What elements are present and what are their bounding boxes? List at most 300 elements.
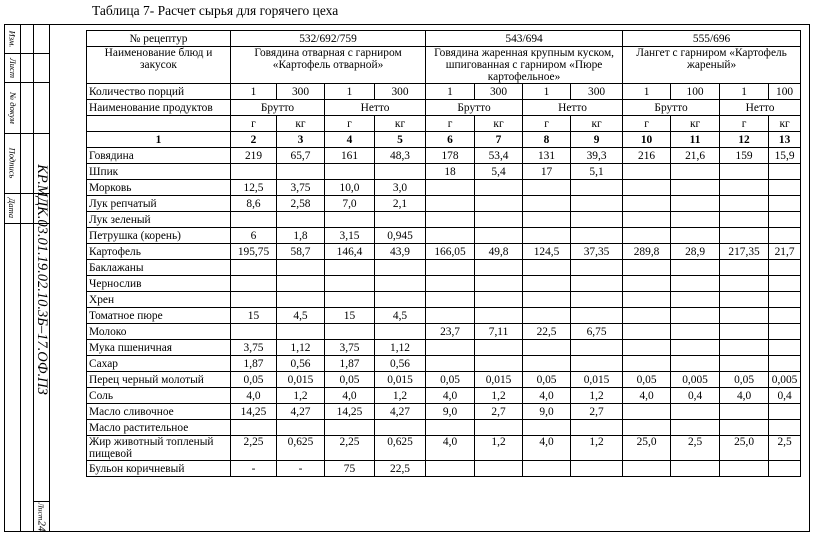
stamp-label-date: Дата [7, 197, 18, 219]
value-cell [571, 212, 623, 228]
value-cell: 18 [426, 164, 475, 180]
value-cell: 21,6 [671, 148, 720, 164]
value-cell [277, 212, 325, 228]
value-cell: 0,05 [231, 372, 277, 388]
value-cell [325, 324, 375, 340]
value-cell: - [231, 461, 277, 477]
recipe-number: 543/694 [426, 31, 623, 47]
value-cell: 1,2 [277, 388, 325, 404]
unit-cell: г [623, 116, 671, 132]
value-cell: 65,7 [277, 148, 325, 164]
value-cell [475, 228, 523, 244]
value-cell [523, 420, 571, 436]
portion-count: 100 [671, 84, 720, 100]
portion-count: 300 [277, 84, 325, 100]
value-cell: 14,25 [231, 404, 277, 420]
value-cell: 0,05 [325, 372, 375, 388]
value-cell [475, 461, 523, 477]
value-cell [623, 340, 671, 356]
value-cell [769, 461, 801, 477]
value-cell: 289,8 [623, 244, 671, 260]
value-cell [571, 356, 623, 372]
value-cell [277, 276, 325, 292]
product-name: Бульон коричневый [87, 461, 231, 477]
value-cell: 28,9 [671, 244, 720, 260]
value-cell: 1,2 [375, 388, 426, 404]
value-cell [769, 212, 801, 228]
value-cell [231, 292, 277, 308]
table-row [87, 212, 801, 228]
unit-cell: кг [277, 116, 325, 132]
value-cell: 4,5 [375, 308, 426, 324]
table-row [87, 180, 801, 196]
value-cell: 25,0 [623, 436, 671, 461]
value-cell [671, 461, 720, 477]
value-cell [523, 196, 571, 212]
product-name: Перец черный молотый [87, 372, 231, 388]
value-cell [426, 340, 475, 356]
value-cell: 0,05 [720, 372, 769, 388]
value-cell [571, 292, 623, 308]
recipe-number: 532/692/759 [231, 31, 426, 47]
value-cell: 2,25 [325, 436, 375, 461]
value-cell [523, 276, 571, 292]
value-cell [325, 276, 375, 292]
value-cell [623, 308, 671, 324]
table-row [87, 308, 801, 324]
value-cell [277, 164, 325, 180]
value-cell [523, 308, 571, 324]
dish-row [87, 47, 801, 84]
value-cell [671, 324, 720, 340]
value-cell [571, 308, 623, 324]
portions-row [87, 84, 801, 100]
value-cell [671, 420, 720, 436]
value-cell: 0,015 [571, 372, 623, 388]
value-cell: 4,27 [277, 404, 325, 420]
table-row [87, 148, 801, 164]
column-number: 3 [277, 132, 325, 148]
value-cell [426, 228, 475, 244]
value-cell: 219 [231, 148, 277, 164]
value-cell [325, 292, 375, 308]
value-cell [769, 356, 801, 372]
table-row [87, 164, 801, 180]
value-cell [671, 292, 720, 308]
value-cell [231, 212, 277, 228]
product-name: Лук зеленый [87, 212, 231, 228]
unit-cell: г [231, 116, 277, 132]
column-number: 5 [375, 132, 426, 148]
value-cell: 75 [325, 461, 375, 477]
value-cell [769, 404, 801, 420]
value-cell [769, 340, 801, 356]
product-name: Петрушка (корень) [87, 228, 231, 244]
value-cell [769, 196, 801, 212]
portions-label: Количество порций [87, 84, 231, 100]
column-number: 12 [720, 132, 769, 148]
value-cell: 23,7 [426, 324, 475, 340]
recipe-row [87, 31, 801, 47]
value-cell [720, 164, 769, 180]
value-cell [769, 164, 801, 180]
value-cell: 5,4 [475, 164, 523, 180]
value-cell [523, 180, 571, 196]
value-cell: 1,12 [277, 340, 325, 356]
value-cell [623, 260, 671, 276]
value-cell [375, 324, 426, 340]
netto-header: Нетто [720, 100, 801, 116]
value-cell [426, 212, 475, 228]
value-cell [426, 196, 475, 212]
value-cell: 1,2 [475, 388, 523, 404]
portion-count: 300 [375, 84, 426, 100]
value-cell: 15 [325, 308, 375, 324]
product-name: Хрен [87, 292, 231, 308]
value-cell: 21,7 [769, 244, 801, 260]
product-name: Мука пшеничная [87, 340, 231, 356]
value-cell [769, 260, 801, 276]
unit-cell: г [426, 116, 475, 132]
brutto-header: Брутто [426, 100, 523, 116]
value-cell [623, 404, 671, 420]
value-cell: 2,5 [769, 436, 801, 461]
value-cell [475, 212, 523, 228]
value-cell [475, 260, 523, 276]
value-cell [231, 260, 277, 276]
column-number: 7 [475, 132, 523, 148]
value-cell [671, 196, 720, 212]
unit-cell: г [523, 116, 571, 132]
unit-cell: кг [769, 116, 801, 132]
table-row [87, 461, 801, 477]
value-cell [571, 276, 623, 292]
value-cell [720, 228, 769, 244]
value-cell [475, 308, 523, 324]
portion-count: 1 [623, 84, 671, 100]
value-cell [671, 228, 720, 244]
unit-cell: кг [475, 116, 523, 132]
value-cell: 6 [231, 228, 277, 244]
value-cell [720, 308, 769, 324]
value-cell: 0,005 [769, 372, 801, 388]
value-cell [375, 420, 426, 436]
value-cell [475, 356, 523, 372]
value-cell [426, 292, 475, 308]
table-row [87, 196, 801, 212]
value-cell [623, 180, 671, 196]
value-cell [571, 461, 623, 477]
product-name: Масло сливочное [87, 404, 231, 420]
value-cell [671, 276, 720, 292]
value-cell [231, 164, 277, 180]
value-cell [571, 196, 623, 212]
value-cell: 166,05 [426, 244, 475, 260]
value-cell [720, 420, 769, 436]
portion-count: 1 [523, 84, 571, 100]
value-cell [671, 340, 720, 356]
value-cell [475, 180, 523, 196]
product-name: Масло растительное [87, 420, 231, 436]
value-cell [375, 164, 426, 180]
column-number: 11 [671, 132, 720, 148]
table-row [87, 244, 801, 260]
value-cell: 48,3 [375, 148, 426, 164]
value-cell [523, 356, 571, 372]
table-row [87, 260, 801, 276]
value-cell [426, 180, 475, 196]
document-code: КР.МДК.03.01.19.02.10.3Б–17.ОФ.ПЗ [33, 163, 50, 395]
column-number: 2 [231, 132, 277, 148]
unit-cell: кг [571, 116, 623, 132]
value-cell: 0,56 [375, 356, 426, 372]
value-cell: 2,5 [671, 436, 720, 461]
value-cell [571, 340, 623, 356]
value-cell [671, 404, 720, 420]
table-row [87, 276, 801, 292]
product-name: Томатное пюре [87, 308, 231, 324]
value-cell: 0,015 [375, 372, 426, 388]
netto-header: Нетто [325, 100, 426, 116]
value-cell: 58,7 [277, 244, 325, 260]
table-row [87, 340, 801, 356]
value-cell: 0,005 [671, 372, 720, 388]
value-cell: 4,0 [720, 388, 769, 404]
value-cell: 0,945 [375, 228, 426, 244]
column-numbers-row [87, 132, 801, 148]
value-cell: 0,625 [375, 436, 426, 461]
value-cell: 4,0 [523, 388, 571, 404]
value-cell [571, 420, 623, 436]
value-cell: 17 [523, 164, 571, 180]
table-row [87, 420, 801, 436]
value-cell: 25,0 [720, 436, 769, 461]
value-cell [769, 180, 801, 196]
value-cell [671, 260, 720, 276]
unit-cell: г [325, 116, 375, 132]
value-cell: 3,75 [325, 340, 375, 356]
value-cell: 0,015 [475, 372, 523, 388]
value-cell: 146,4 [325, 244, 375, 260]
unit-cell: кг [375, 116, 426, 132]
value-cell [523, 461, 571, 477]
value-cell [623, 324, 671, 340]
value-cell: 14,25 [325, 404, 375, 420]
value-cell: 2,7 [571, 404, 623, 420]
netto-header: Нетто [523, 100, 623, 116]
products-label: Наименование продуктов [87, 100, 231, 116]
stamp-label-list: Лист [7, 57, 18, 78]
value-cell: 2,7 [475, 404, 523, 420]
value-cell [623, 228, 671, 244]
value-cell [475, 292, 523, 308]
value-cell: 159 [720, 148, 769, 164]
value-cell [426, 461, 475, 477]
value-cell: 0,4 [671, 388, 720, 404]
value-cell [426, 260, 475, 276]
value-cell [426, 420, 475, 436]
value-cell: 53,4 [475, 148, 523, 164]
value-cell [523, 292, 571, 308]
value-cell: 0,015 [277, 372, 325, 388]
value-cell: 0,4 [769, 388, 801, 404]
value-cell: 1,87 [231, 356, 277, 372]
value-cell: 2,1 [375, 196, 426, 212]
value-cell [375, 260, 426, 276]
brutto-netto-row [87, 100, 801, 116]
value-cell: 2,58 [277, 196, 325, 212]
portion-count: 1 [231, 84, 277, 100]
value-cell [671, 180, 720, 196]
stamp-label-izm: Изм. [7, 30, 18, 48]
value-cell [325, 420, 375, 436]
value-cell [325, 212, 375, 228]
value-cell [231, 324, 277, 340]
value-cell: 3,75 [277, 180, 325, 196]
value-cell: 3,15 [325, 228, 375, 244]
value-cell [720, 180, 769, 196]
column-number: 6 [426, 132, 475, 148]
unit-cell: г [720, 116, 769, 132]
column-number: 1 [87, 132, 231, 148]
sheet-label: Лист [36, 502, 46, 520]
product-name: Соль [87, 388, 231, 404]
value-cell: 15,9 [769, 148, 801, 164]
product-name: Сахар [87, 356, 231, 372]
value-cell [671, 212, 720, 228]
value-cell: 0,625 [277, 436, 325, 461]
value-cell: 4,0 [426, 436, 475, 461]
value-cell [623, 196, 671, 212]
value-cell [671, 164, 720, 180]
value-cell [475, 420, 523, 436]
value-cell: 5,1 [571, 164, 623, 180]
value-cell [720, 404, 769, 420]
value-cell [277, 324, 325, 340]
value-cell [769, 420, 801, 436]
stamp-label-sign: Подпись [7, 147, 18, 179]
value-cell [623, 461, 671, 477]
value-cell: 8,6 [231, 196, 277, 212]
value-cell: 43,9 [375, 244, 426, 260]
recipe-number: 555/696 [623, 31, 801, 47]
value-cell: 9,0 [426, 404, 475, 420]
value-cell [769, 292, 801, 308]
column-number: 13 [769, 132, 801, 148]
value-cell [769, 228, 801, 244]
value-cell [623, 276, 671, 292]
unit-cell: кг [671, 116, 720, 132]
value-cell: 161 [325, 148, 375, 164]
product-name: Молоко [87, 324, 231, 340]
value-cell: 216 [623, 148, 671, 164]
portion-count: 300 [475, 84, 523, 100]
value-cell: 1,12 [375, 340, 426, 356]
value-cell: 0,05 [623, 372, 671, 388]
value-cell [623, 292, 671, 308]
portion-count: 100 [769, 84, 801, 100]
value-cell [720, 356, 769, 372]
value-cell: 22,5 [375, 461, 426, 477]
value-cell: 2,25 [231, 436, 277, 461]
value-cell: 0,05 [523, 372, 571, 388]
dish-name: Говядина отварная с гарниром «Картофель отварной» [231, 47, 426, 84]
value-cell: 3,75 [231, 340, 277, 356]
product-name: Баклажаны [87, 260, 231, 276]
table-row [87, 436, 801, 461]
column-number: 9 [571, 132, 623, 148]
value-cell: 131 [523, 148, 571, 164]
units-row [87, 116, 801, 132]
value-cell: 49,8 [475, 244, 523, 260]
value-cell [623, 420, 671, 436]
value-cell [375, 276, 426, 292]
value-cell: 0,56 [277, 356, 325, 372]
portion-count: 1 [325, 84, 375, 100]
sheet-box [33, 501, 49, 534]
brutto-header: Брутто [231, 100, 325, 116]
value-cell [769, 308, 801, 324]
value-cell [375, 212, 426, 228]
value-cell [571, 228, 623, 244]
page-title: Таблица 7- Расчет сырья для горячего цеха [92, 3, 339, 18]
value-cell: 22,5 [523, 324, 571, 340]
units-empty-cell [87, 116, 231, 132]
value-cell [277, 420, 325, 436]
value-cell: 4,0 [426, 388, 475, 404]
table-row [87, 356, 801, 372]
table-row [87, 292, 801, 308]
value-cell: 12,5 [231, 180, 277, 196]
recipe-label: № рецептур [87, 31, 231, 47]
value-cell: 0,05 [426, 372, 475, 388]
value-cell [426, 276, 475, 292]
value-cell: 1,2 [475, 436, 523, 461]
value-cell [720, 292, 769, 308]
value-cell [325, 164, 375, 180]
value-cell: 6,75 [571, 324, 623, 340]
value-cell: 1,2 [571, 436, 623, 461]
value-cell [523, 212, 571, 228]
table-row [87, 228, 801, 244]
value-cell [475, 196, 523, 212]
value-cell [623, 164, 671, 180]
value-cell [720, 324, 769, 340]
dish-label: Наименование блюд и закусок [87, 47, 231, 84]
value-cell [720, 212, 769, 228]
value-cell [523, 340, 571, 356]
portion-count: 1 [720, 84, 769, 100]
product-name: Чернослив [87, 276, 231, 292]
value-cell [231, 276, 277, 292]
value-cell [375, 292, 426, 308]
product-name: Говядина [87, 148, 231, 164]
value-cell [769, 276, 801, 292]
value-cell: 1,8 [277, 228, 325, 244]
raw-materials-table [86, 30, 801, 477]
column-number: 10 [623, 132, 671, 148]
value-cell [426, 356, 475, 372]
value-cell: 7,0 [325, 196, 375, 212]
table-row [87, 388, 801, 404]
value-cell [325, 260, 375, 276]
value-cell [523, 260, 571, 276]
value-cell [277, 292, 325, 308]
value-cell [769, 324, 801, 340]
value-cell [623, 356, 671, 372]
portion-count: 1 [426, 84, 475, 100]
value-cell: 9,0 [523, 404, 571, 420]
